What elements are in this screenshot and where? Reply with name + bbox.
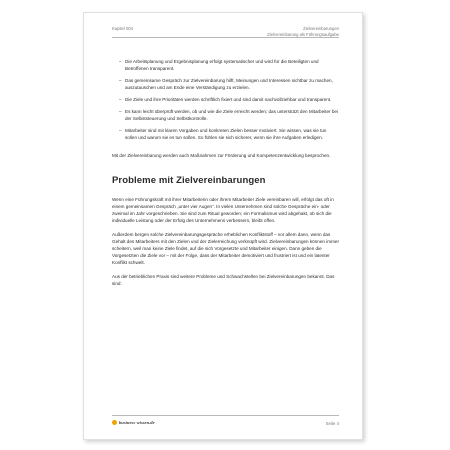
list-item: – Mitarbeiter sind mit klaren Vorgaben und konkreten Zielen besser motiviert. Sie wissen, was sie tun sollen und warum sie es tun sollen. So fühlen sie sich sicherer, wenn sie ihre Aufgaben erledigen. — [120, 127, 339, 141]
page-header — [112, 26, 339, 46]
header-title: Zielvereinbarungen — [303, 26, 339, 31]
brand-logo — [112, 420, 155, 425]
paragraph: Wenn eine Führungskraft mit ihrer Mitarbeiterin oder ihrem Mitarbeiter Ziele vereinbaren will, erfolgt das oft in einem gemeinsamen Gespräch „unter vier Augen“. In vielen Unternehmen sind solche Gespräche ein- oder zweimal im Jahr vorgeschrieben. Sie sind zum Ritual geworden; ein Formalismus wird abgehakt, ob sich die individuelle Leistung oder der Erfolg des Unternehmens verbessern, bleibt offen. — [112, 197, 334, 223]
brand-name: business-wissen.de — [119, 420, 155, 425]
page-number: Seite 4 — [325, 421, 339, 426]
section-heading: Probleme mit Zielvereinbarungen — [112, 175, 266, 186]
header-subtitle: Zielvereinbarung als Führungsaufgabe — [267, 32, 339, 37]
paragraph: Mit der Zielvereinbarung werden auch Maßnahmen zur Förderung und Kompetenzentwicklung besprochen. — [112, 153, 331, 158]
paragraph: Aus der betrieblichen Praxis sind weitere Probleme und Schwachstellen bei Zielvereinbarungen bekannt. Das sind: — [112, 274, 335, 286]
list-item: – Die Ziele und ihre Prioritäten werden schriftlich fixiert und sind damit nachvollziehbar und transparent. — [120, 96, 339, 103]
page-body — [112, 58, 339, 294]
page-footer — [112, 415, 339, 427]
list-item: – Das gemeinsame Gespräch zur Zielvereinbarung hilft, Meinungen und Interessen sichtbar zu machen, auszutauschen und am Ende eine Verständigung zu erzielen. — [120, 77, 339, 91]
document-page — [83, 12, 363, 440]
list-item: – Es kann leicht überprüft werden, ob und wie die Ziele erreicht werden; das unterstützt den Mitarbeiter bei der Selbststeuerung und Selbstkontrolle. — [120, 108, 339, 122]
list-item: – Die Arbeitsplanung und Ergebnisplanung erfolgt systematischer und wird für die Beteiligten und Betroffenen transparent. — [120, 58, 339, 72]
chapter-label: Kapitel 004 — [112, 26, 133, 31]
footer-divider — [112, 415, 339, 416]
logo-dot-icon — [112, 420, 117, 425]
paragraph: Außerdem bergen solche Zielvereinbarungsgespräche erheblichen Konfliktstoff – vor allem dann, wenn das Gehalt des Mitarbeiters mit den Zielen und der Zielerreichung verknüpft wird. Zielvereinbarungen können immer scheitern, weil man keine Ziele findet, auf die sich Vorgesetzte und Mitarbeiter einigen. Dann geben die Vorgesetzten die Ziele vor – mit der Folge, dass der Mitarbeiter demotiviert und frustriert ist und ein latenter Konflikt schwelt. — [112, 232, 339, 265]
benefit-list — [112, 58, 339, 141]
header-divider — [112, 37, 339, 38]
